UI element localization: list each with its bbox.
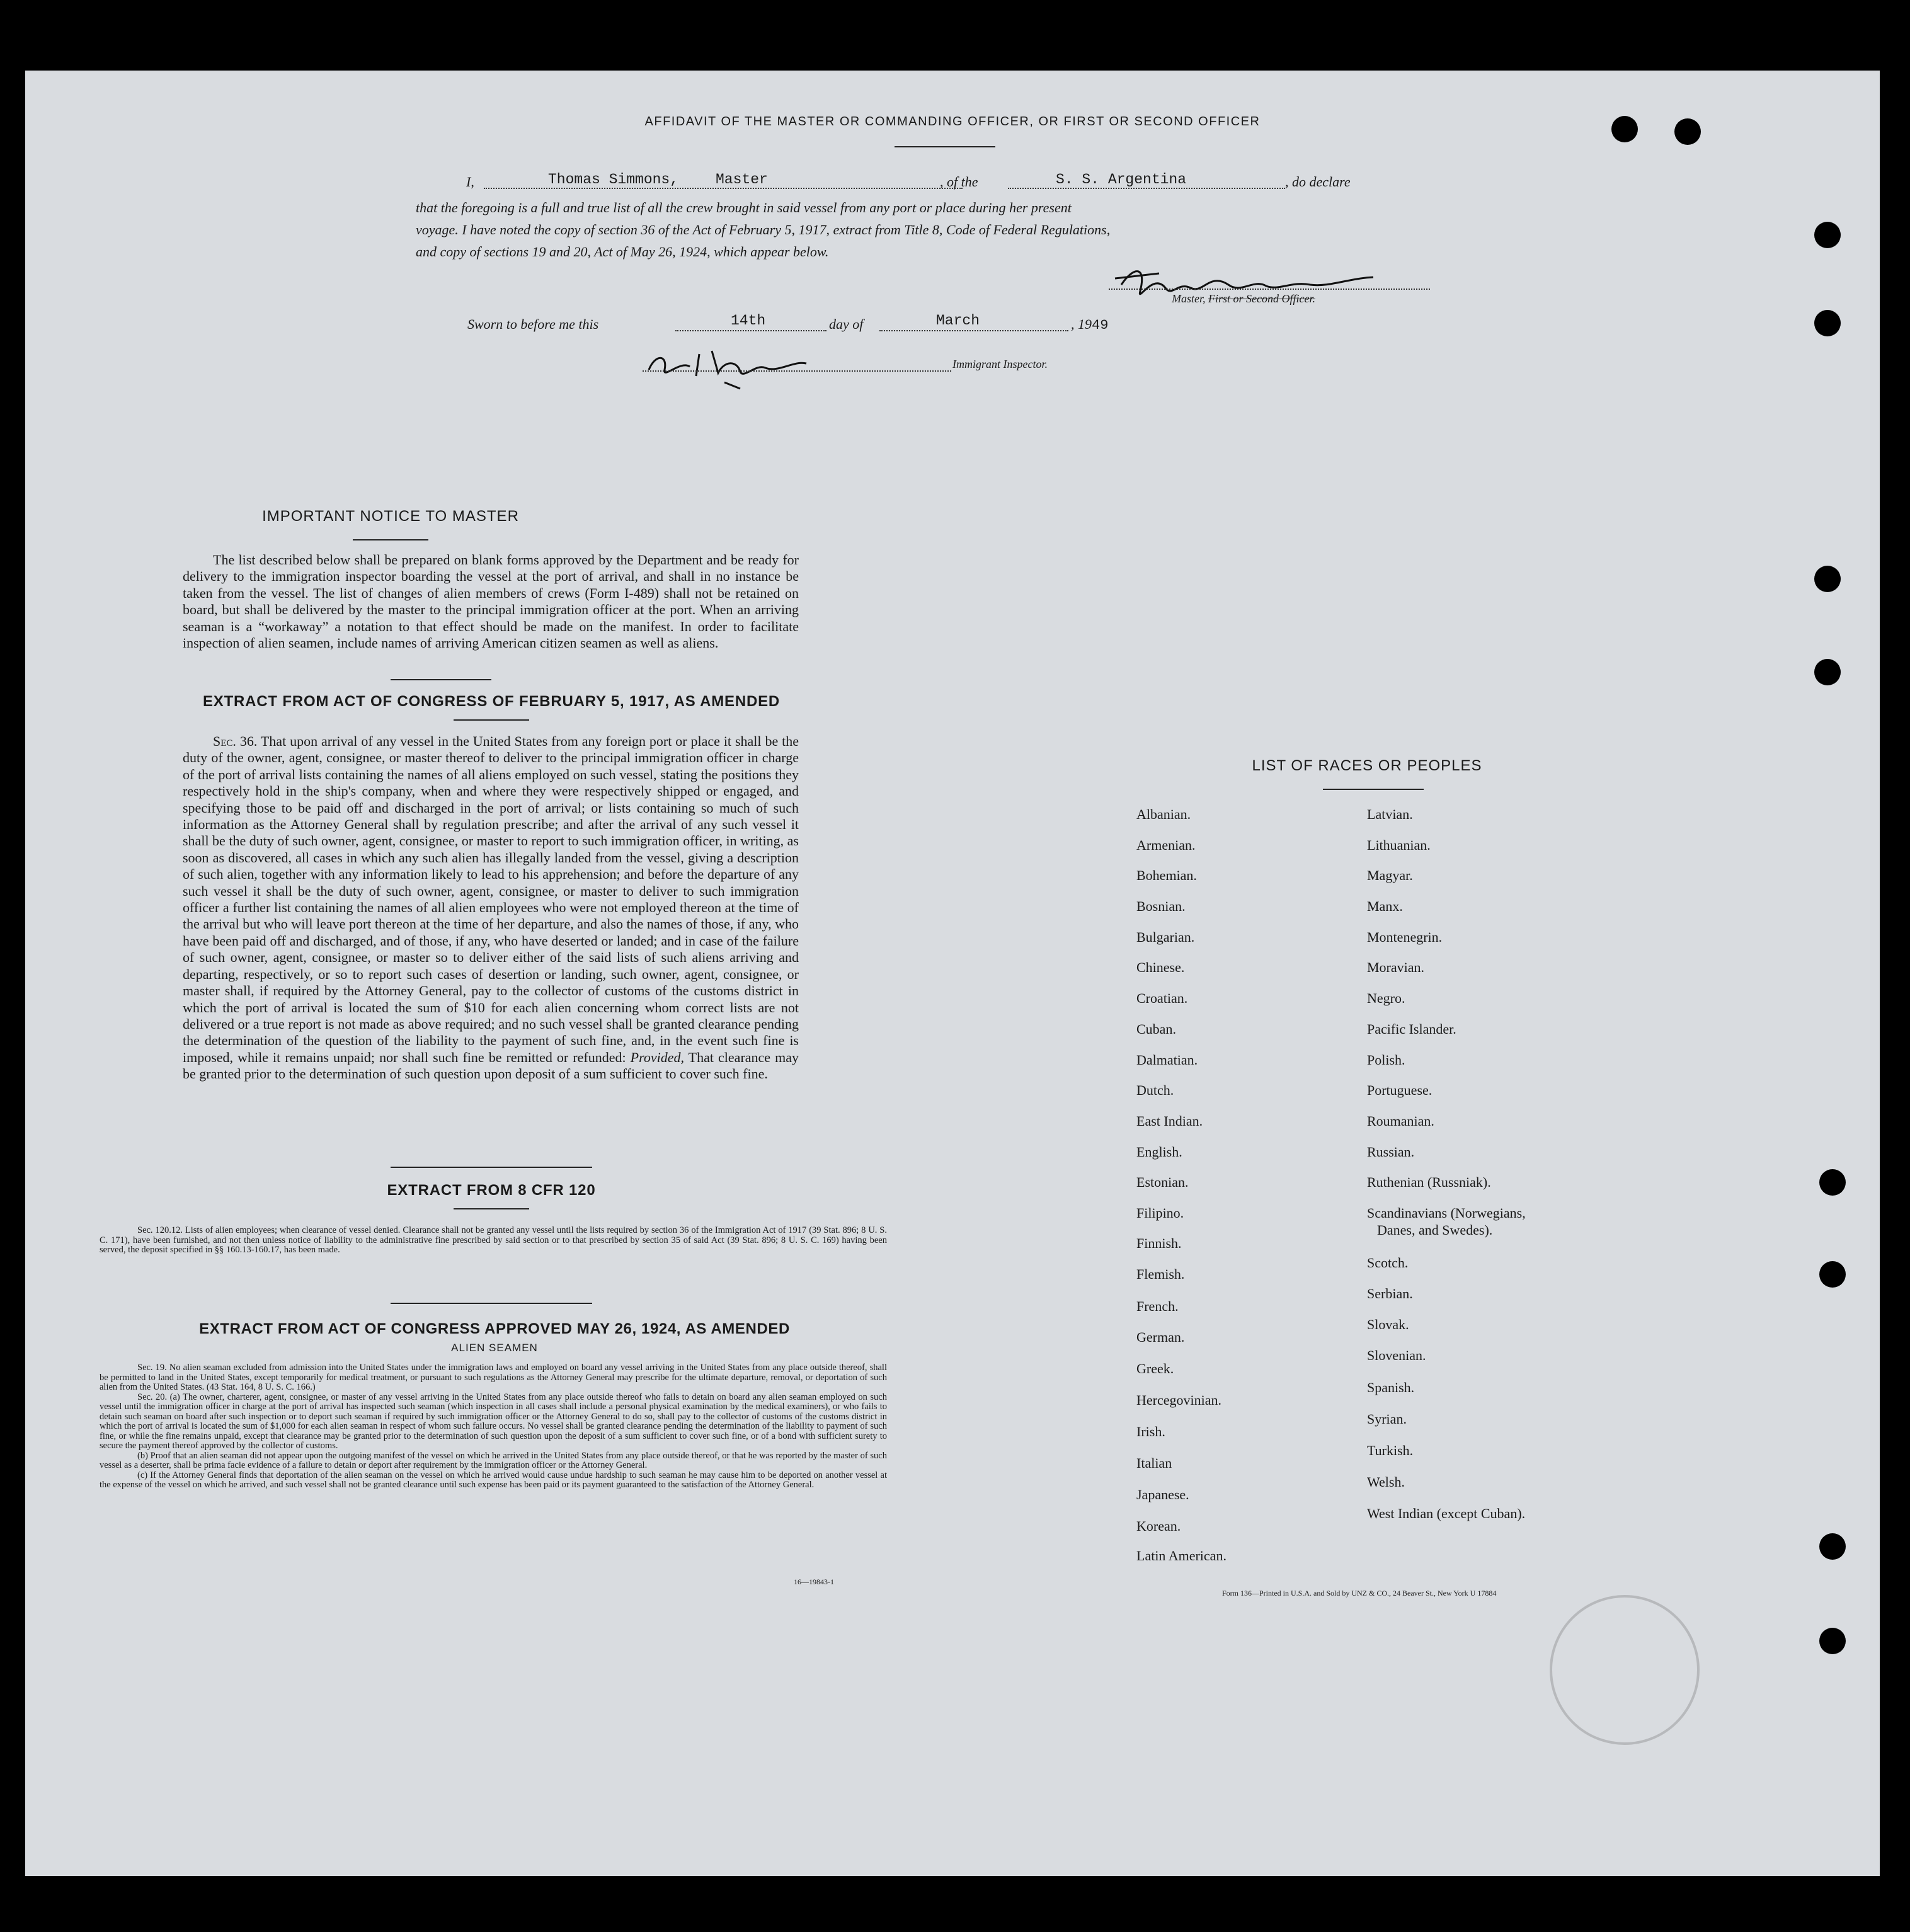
declare-label: , do declare (1285, 174, 1351, 190)
race-item: Spanish. (1367, 1380, 1415, 1395)
race-item: Scandinavians (Norwegians, (1367, 1205, 1526, 1221)
race-item: Negro. (1367, 990, 1405, 1006)
extract-1917-rule (454, 719, 529, 721)
sworn-month: March (936, 312, 980, 329)
race-item: German. (1136, 1329, 1185, 1345)
extract-1924-body (100, 1363, 887, 1490)
race-item: Filipino. (1136, 1205, 1184, 1221)
extract-1924-title: EXTRACT FROM ACT OF CONGRESS APPROVED MAY 26, 1924, AS AMENDED (199, 1320, 790, 1337)
race-item: Latin American. (1136, 1548, 1227, 1563)
title-underline (895, 146, 995, 147)
notice-end-rule (391, 679, 491, 680)
sec-36-end: That clearance may be granted prior to the determination of such question upon deposit of a sum sufficient to cover such fine. (183, 1049, 799, 1082)
race-item: Italian (1136, 1455, 1172, 1471)
race-item: Russian. (1367, 1144, 1415, 1160)
affidavit-body (416, 197, 1474, 263)
race-item: Bosnian. (1136, 898, 1186, 914)
race-item: Albanian. (1136, 806, 1191, 822)
races-rule (1323, 789, 1424, 790)
race-item: English. (1136, 1144, 1182, 1160)
extract-1917-end-rule (391, 1167, 592, 1168)
race-item: Hercegovinian. (1136, 1392, 1221, 1408)
punch-hole (1814, 310, 1841, 336)
inspector-label: Immigrant Inspector. (952, 358, 1048, 370)
provided-label: Provided, (630, 1049, 684, 1065)
sec-20b-text: (b) Proof that an alien seaman did not appear upon the outgoing manifest of the vessel on which he arrived in the United States from any place outside thereof, or that he was reported by the master of such vessel as a deserter, shall be prima facie evidence of a failure to detain or deport after requirement by the immigration officer or the Attorney General. (100, 1450, 887, 1470)
race-item: Syrian. (1367, 1411, 1407, 1427)
punch-hole (1819, 1533, 1846, 1560)
punch-hole (1611, 116, 1638, 142)
extract-cfr-text: Sec. 120.12. Lists of alien employees; when clearance of vessel denied. Clearance shall not be granted any vessel until the lists required by section 36 of the Immigration Act of 1917 (39 Stat. 896; 8 U. S. C. 171), have been furnished, and not then unless notice of liability to the administrative fine prescribed by said section or to that prescribed by section 35 of said Act (39 Stat. 896; 8 U. S. C. 169) having been served, the deposit specified in §§ 160.13-160.17, has been made. (100, 1225, 887, 1255)
race-item: Pacific Islander. (1367, 1021, 1456, 1037)
race-item: French. (1136, 1298, 1179, 1314)
race-item: Japanese. (1136, 1487, 1189, 1502)
race-item: Portuguese. (1367, 1082, 1432, 1098)
race-item: Polish. (1367, 1052, 1405, 1068)
sworn-year (1071, 316, 1108, 333)
extract-1924-subtitle: ALIEN SEAMEN (451, 1342, 538, 1354)
race-item: Latvian. (1367, 806, 1413, 822)
race-item: Greek. (1136, 1361, 1174, 1376)
notice-rule (353, 539, 428, 540)
printer-footer: Form 136—Printed in U.S.A. and Sold by UNZ & CO., 24 Beaver St., New York U 17884 (1222, 1589, 1497, 1598)
master-rank: Master (716, 171, 768, 188)
year-suffix: 49 (1092, 317, 1109, 333)
race-item: Manx. (1367, 898, 1403, 914)
sworn-day: 14th (731, 312, 766, 329)
punch-hole (1814, 566, 1841, 592)
caption-master: Master, (1172, 292, 1208, 305)
affidavit-title: AFFIDAVIT OF THE MASTER OR COMMANDING OFFICER, OR FIRST OR SECOND OFFICER (644, 115, 1261, 129)
sec-36-body: That upon arrival of any vessel in the United States from any foreign port or place it shall be the duty of the owner, agent, consignee, or master thereof to deliver to the principal immigration officer in charge of the port of arrival lists containing the names of all aliens employed on such vessel, stating the positions they respectively hold in the ship's company, when and where they were respectively shipped or engaged, and specifying those to be paid off and discharged in the port of arrival; or lists containing so much of such information as the Attorney General shall by regulation prescribe; and after the arrival of any such vessel it shall be the duty of such owner, agent, consignee, or master to report to such immigration officer, in writing, as soon as discovered, all cases in which any such alien has illegally landed from the vessel, giving a description of such alien, together with any information likely to lead to his apprehension; and before the departure of any such vessel it shall be the duty of such owner, agent, consignee, or master to deliver to such immigration officer a further list containing the names of all alien employees who were not employed thereon at the time of the arrival but who will leave port thereon at the time of her departure, and also the names of those, if any, who have been paid off and discharged, and of those, if any, who have deserted or landed; and in case of the failure of such owner, agent, consignee, or master so to deliver either of the said lists of such aliens arriving and departing, respectively, or so to report such cases of desertion or landing, such owner, agent, consignee, or master shall, if required by the Attorney General, pay to the collector of customs of the customs district in which the port of arrival is located the sum of $10 for each alien concerning whom correct lists are not delivered or a true report is not made as above required; and no such vessel shall be granted clearance pending the determination of the question of the liability to the payment of such fine, and, in the event such fine is imposed, while it remains unpaid; nor shall such fine be remitted or refunded: (183, 733, 799, 1065)
race-item: West Indian (except Cuban). (1367, 1506, 1526, 1521)
race-item: Cuban. (1136, 1021, 1176, 1037)
race-item: Scotch. (1367, 1255, 1409, 1271)
punch-hole (1674, 118, 1701, 145)
race-item: East Indian. (1136, 1113, 1203, 1129)
caption-struck-officer: First or Second Officer. (1208, 292, 1315, 305)
affidavit-body-line-1: that the foregoing is a full and true list of all the crew brought in said vessel from any port or place during her present (416, 200, 1072, 215)
race-item: Slovenian. (1367, 1347, 1426, 1363)
extract-1917-title: EXTRACT FROM ACT OF CONGRESS OF FEBRUARY 5, 1917, AS AMENDED (202, 693, 781, 710)
vessel-line (1008, 188, 1285, 189)
affidavit-body-line-2: voyage. I have noted the copy of section 36 of the Act of February 5, 1917, extract from Title 8, Code of Federal Regulations, (416, 222, 1111, 237)
year-prefix: , 19 (1071, 316, 1092, 332)
vessel-name: S. S. Argentina (1056, 171, 1187, 188)
race-item: Turkish. (1367, 1443, 1414, 1458)
notice-title: IMPORTANT NOTICE TO MASTER (262, 508, 519, 525)
master-name: Thomas Simmons, (548, 171, 679, 188)
race-item: Slovak. (1367, 1317, 1409, 1332)
race-item: Montenegrin. (1367, 929, 1443, 945)
extract-cfr-title: EXTRACT FROM 8 CFR 120 (387, 1182, 596, 1199)
sec-20c-text: (c) If the Attorney General finds that deportation of the alien seaman on the vessel on which he arrived would cause undue hardship to such seaman he may cause him to be deported on another vessel at the expense of the vessel on which he arrived, and such vessel shall not be granted clearance until such expense has been paid or its payment guaranteed to the satisfaction of the Attorney General. (100, 1470, 887, 1490)
race-item: Bohemian. (1136, 867, 1197, 883)
i-label: I, (466, 174, 474, 190)
race-item: Bulgarian. (1136, 929, 1195, 945)
punch-hole (1814, 222, 1841, 248)
race-item: Flemish. (1136, 1266, 1185, 1282)
race-item: Finnish. (1136, 1235, 1182, 1251)
sworn-label: Sworn to before me this (467, 316, 599, 332)
sworn-month-line (879, 330, 1068, 331)
race-item: Dutch. (1136, 1082, 1174, 1098)
extract-1917-text (183, 733, 799, 1083)
race-item: Roumanian. (1367, 1113, 1434, 1129)
signature-caption (1172, 292, 1315, 306)
form-code: 16—19843-1 (794, 1577, 834, 1586)
punch-hole (1814, 659, 1841, 685)
sec-19-text: Sec. 19. No alien seaman excluded from admission into the United States under the immigration laws and employed on board any vessel arriving in the United States from any place outside thereof, shall be permitted to land in the United States, except temporarily for medical treatment, or pursuant to such regulations as the Attorney General may prescribe for the ultimate departure, removal, or deportation of such alien from the United States. (43 Stat. 164, 8 U. S. C. 166.) (100, 1363, 887, 1392)
race-item: Korean. (1136, 1518, 1181, 1534)
notice-text: The list described below shall be prepared on blank forms approved by the Department and be ready for delivery to the immigration inspector boarding the vessel at the port of arrival, and shall in no instance be taken from the vessel. The list of changes of alien members of crews (Form I-489) shall not be retained on board, but shall be delivered by the master to the principal immigration officer at the port. When an arriving seaman is a “workaway” a notation to that effect should be made on the manifest. In order to facilitate inspection of alien seamen, include names of arriving American citizen seamen as well as aliens. (183, 552, 799, 651)
of-the-label: , of the (940, 174, 978, 190)
inspector-signature-line (643, 370, 951, 372)
race-item: Serbian. (1367, 1286, 1413, 1301)
race-item: Irish. (1136, 1424, 1165, 1439)
punch-hole (1819, 1261, 1846, 1288)
race-item: Danes, and Swedes). (1377, 1222, 1493, 1238)
inspector-signature (630, 335, 869, 392)
faint-seal-stamp (1550, 1595, 1700, 1745)
race-item: Lithuanian. (1367, 837, 1431, 853)
sworn-day-line (675, 330, 826, 331)
punch-hole (1819, 1628, 1846, 1654)
day-of-label: day of (829, 316, 864, 332)
punch-hole (1819, 1169, 1846, 1196)
name-line (484, 188, 963, 189)
extract-cfr-end-rule (391, 1303, 592, 1304)
race-item: Welsh. (1367, 1474, 1405, 1490)
sec-36-label: Sec. 36. (213, 733, 258, 749)
master-signature (1109, 260, 1436, 316)
race-item: Dalmatian. (1136, 1052, 1198, 1068)
affidavit-body-line-3: and copy of sections 19 and 20, Act of May 26, 1924, which appear below. (416, 244, 829, 260)
race-item: Estonian. (1136, 1174, 1189, 1190)
race-item: Armenian. (1136, 837, 1196, 853)
race-item: Chinese. (1136, 959, 1185, 975)
race-item: Magyar. (1367, 867, 1413, 883)
races-title: LIST OF RACES OR PEOPLES (1252, 757, 1482, 774)
sec-20a-text: Sec. 20. (a) The owner, charterer, agent, consignee, or master of any vessel arriving in the United States from any place outside thereof who fails to detain on board any alien seaman employed on such vessel until the immigration officer in charge at the port of arrival has inspected such seaman (which inspection in all cases shall include a personal physical examination by the medical examiners), or who fails to detain such seaman on board after such inspection or to deport such seaman if required by such immigration officer or the Attorney General to do so, shall pay to the collector of customs of the customs district in which the port of arrival is located the sum of $1,000 for each alien seaman in respect of whom such failure occurs. No vessel shall be granted clearance pending the determination of the liability to payment of such fine, or while the fine remains unpaid, except that clearance may be granted prior to the determination of such question upon the deposit of a sum sufficient to cover such fine, or of a bond with sufficient surety to secure the payment thereof approved by the collector of customs. (100, 1392, 887, 1451)
race-item: Moravian. (1367, 959, 1425, 975)
race-item: Croatian. (1136, 990, 1188, 1006)
document-page (25, 71, 1880, 1876)
master-signature-line (1109, 289, 1430, 290)
extract-cfr-rule (454, 1208, 529, 1209)
race-item: Ruthenian (Russniak). (1367, 1174, 1491, 1190)
